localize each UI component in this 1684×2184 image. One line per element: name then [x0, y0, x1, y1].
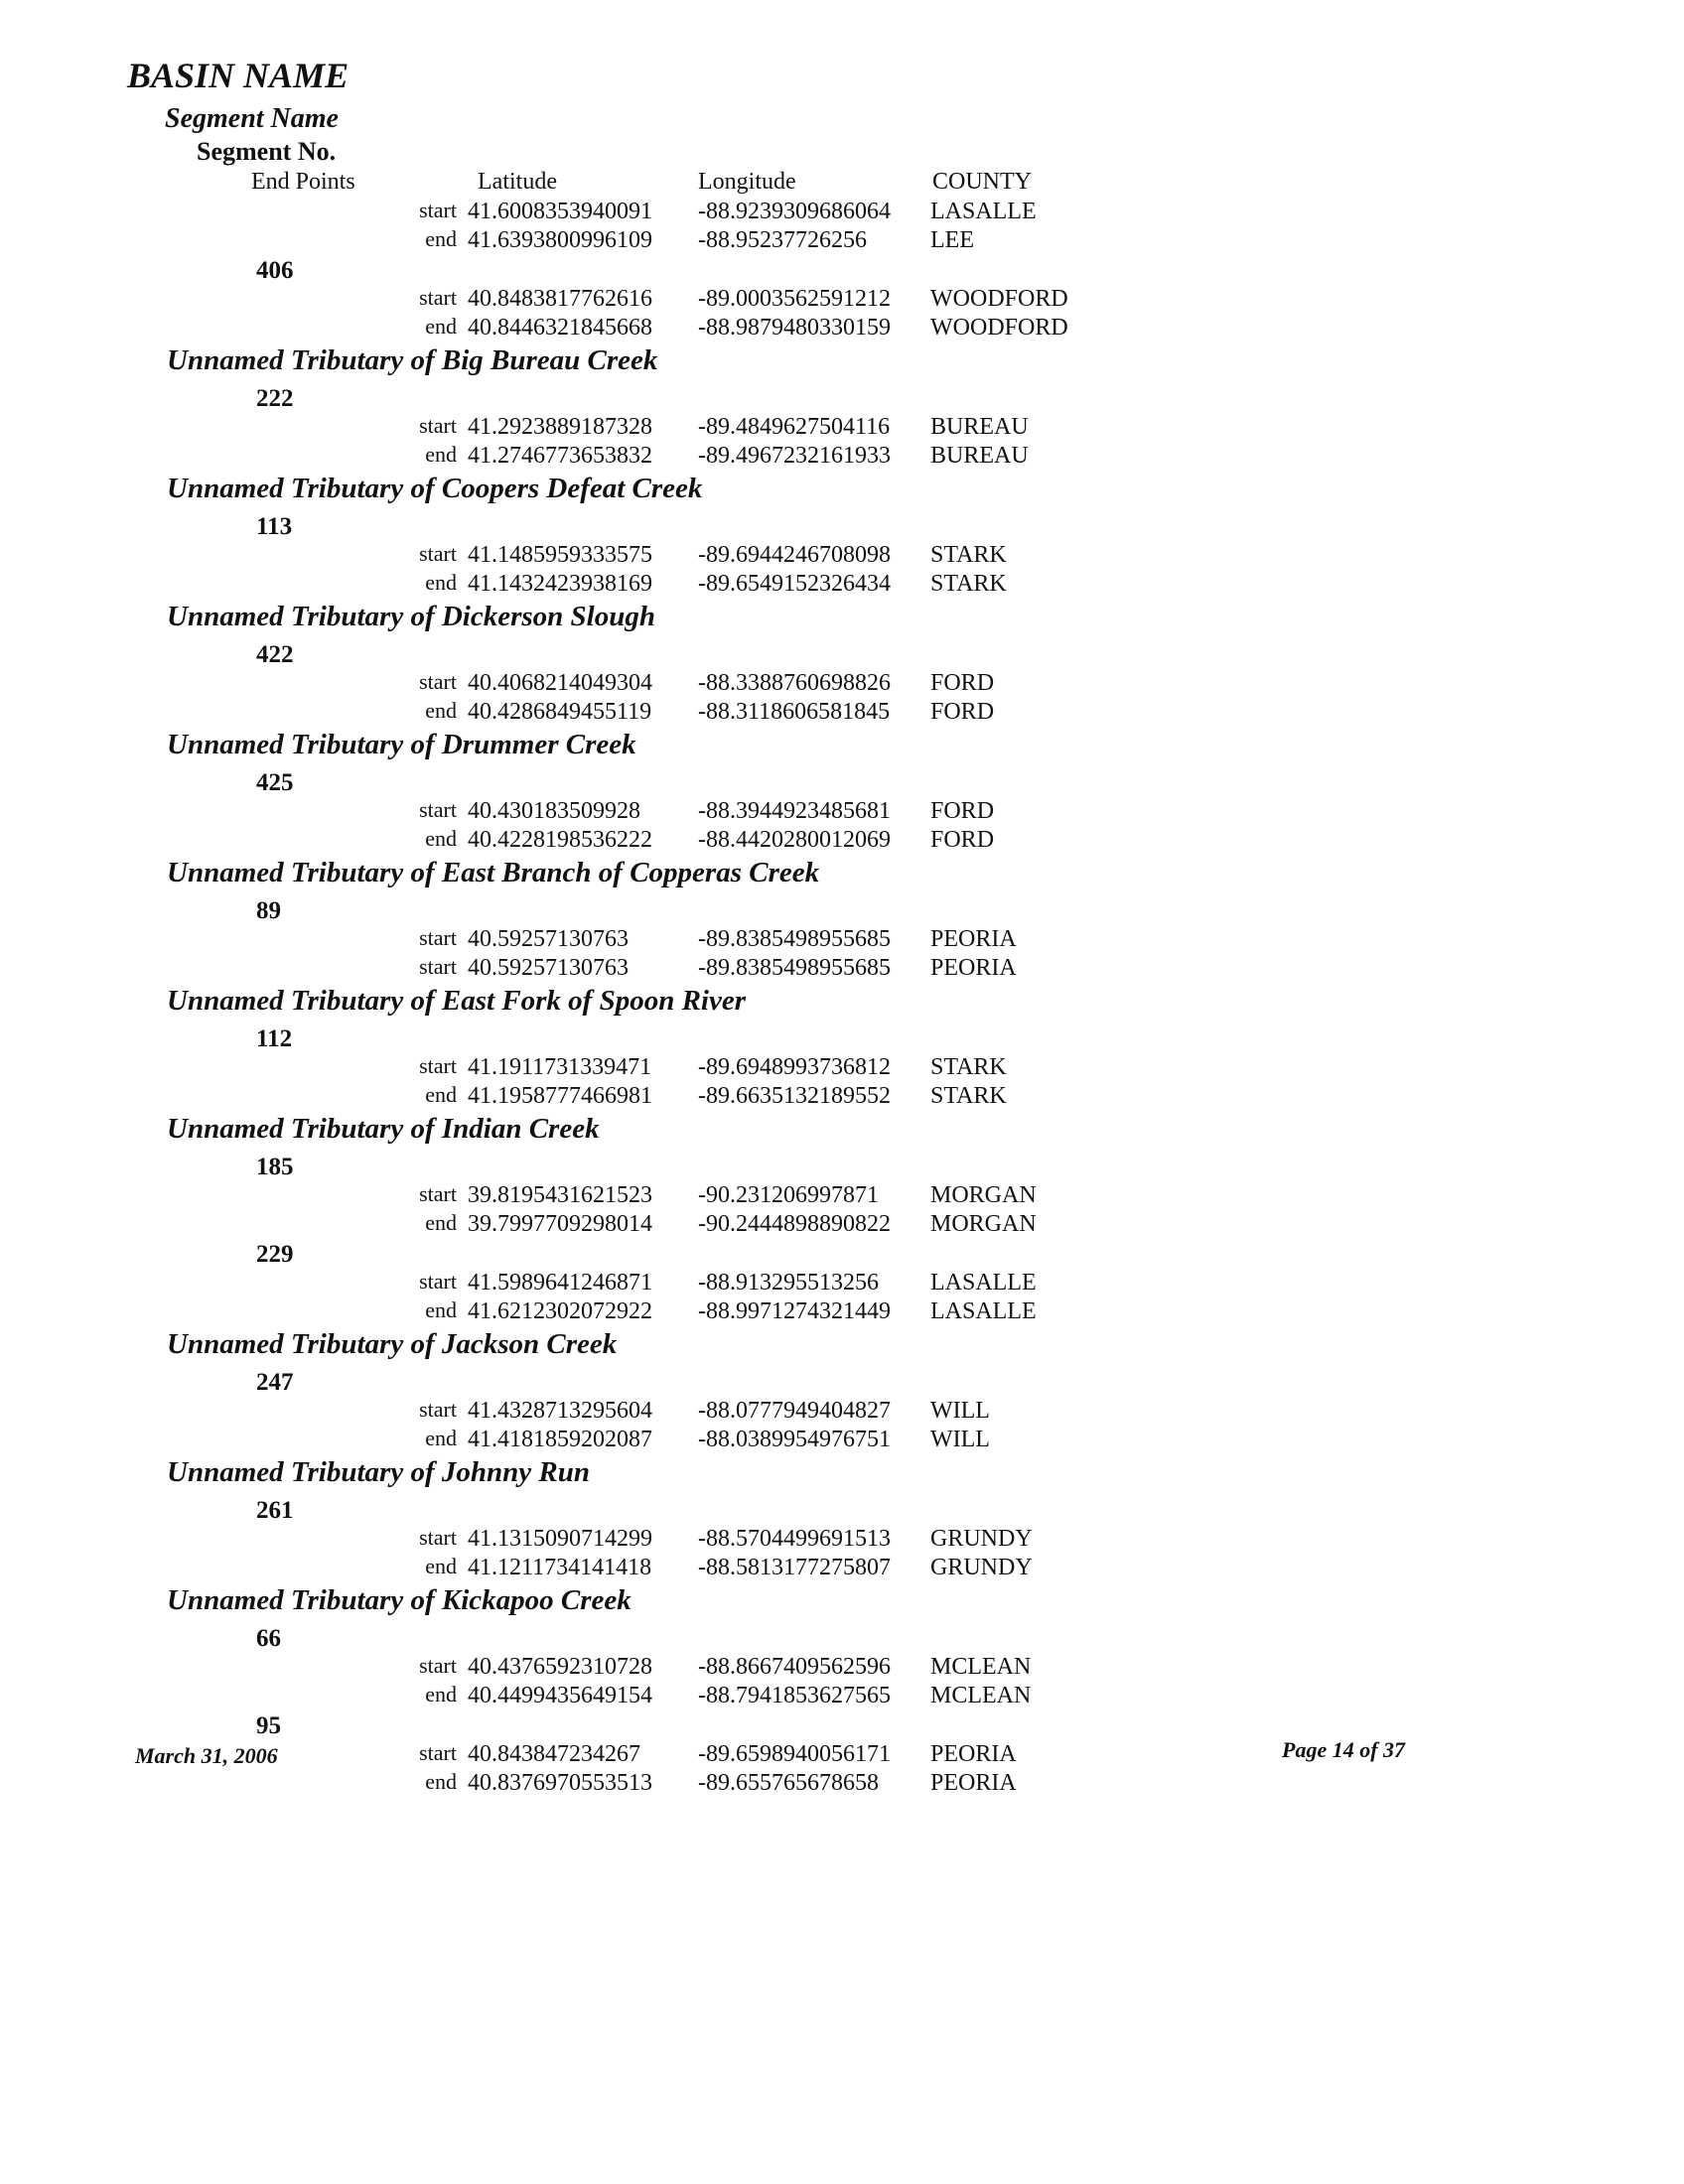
county-value: GRUNDY — [930, 1555, 1033, 1580]
latitude-value: 40.4228198536222 — [468, 827, 652, 853]
end-point-row — [0, 413, 1684, 442]
end-point-row — [0, 1682, 1684, 1710]
end-point-row — [0, 198, 1684, 226]
segment-number-row — [0, 1239, 1684, 1269]
end-point-type: end — [425, 826, 457, 851]
end-point-type: end — [425, 570, 457, 595]
end-point-type: end — [425, 226, 457, 251]
end-point-type: end — [425, 698, 457, 723]
latitude-value: 41.1958777466981 — [468, 1083, 652, 1109]
segment-number-row — [0, 1623, 1684, 1653]
county-value: WOODFORD — [930, 286, 1068, 312]
segment-number: 229 — [256, 1241, 294, 1268]
segment-number-row — [0, 1152, 1684, 1181]
segment-name-row — [0, 727, 1684, 767]
longitude-value: -88.913295513256 — [698, 1270, 879, 1296]
end-point-row — [0, 1525, 1684, 1554]
end-point-type: start — [419, 1397, 457, 1422]
segment-name-row — [0, 855, 1684, 895]
end-point-row — [0, 1297, 1684, 1326]
latitude-value: 41.5989641246871 — [468, 1270, 652, 1296]
segment-name-row — [0, 1582, 1684, 1623]
county-value: MORGAN — [930, 1182, 1037, 1208]
segment-name: Unnamed Tributary of Jackson Creek — [167, 1328, 618, 1360]
end-point-type: start — [419, 954, 457, 979]
longitude-value: -88.3944923485681 — [698, 798, 891, 824]
end-point-type: start — [419, 1525, 457, 1550]
segment-number-row — [0, 1367, 1684, 1397]
segment-name: Unnamed Tributary of East Branch of Copperas Creek — [167, 857, 820, 888]
end-point-row — [0, 1397, 1684, 1426]
county-value: STARK — [930, 542, 1007, 568]
segment-number-row — [0, 1024, 1684, 1053]
county-value: STARK — [930, 571, 1007, 597]
segment-name-row — [0, 471, 1684, 511]
segment-number: 112 — [256, 1025, 293, 1052]
longitude-value: -88.0777949404827 — [698, 1398, 891, 1424]
county-value: WILL — [930, 1398, 990, 1424]
segment-name: Unnamed Tributary of Big Bureau Creek — [167, 344, 658, 376]
column-header-latitude: Latitude — [478, 169, 557, 195]
segment-number: 89 — [256, 897, 281, 924]
end-point-row — [0, 285, 1684, 314]
end-point-type: end — [425, 314, 457, 339]
segment-name-row — [0, 1326, 1684, 1367]
longitude-value: -89.4967232161933 — [698, 443, 891, 469]
segment-number: 425 — [256, 769, 294, 796]
segment-number-row — [0, 639, 1684, 669]
column-header-end-points: End Points — [251, 169, 355, 195]
segment-name: Unnamed Tributary of Kickapoo Creek — [167, 1584, 632, 1616]
latitude-value: 39.8195431621523 — [468, 1182, 652, 1208]
latitude-value: 40.4376592310728 — [468, 1654, 652, 1680]
latitude-value: 40.4499435649154 — [468, 1683, 652, 1708]
end-point-type: start — [419, 541, 457, 566]
longitude-value: -89.655765678658 — [698, 1770, 879, 1796]
county-value: LEE — [930, 227, 974, 253]
longitude-value: -88.9971274321449 — [698, 1298, 891, 1324]
end-point-row — [0, 954, 1684, 983]
longitude-value: -88.5704499691513 — [698, 1526, 891, 1552]
latitude-value: 41.6393800996109 — [468, 227, 652, 253]
longitude-value: -88.8667409562596 — [698, 1654, 891, 1680]
segment-name-row — [0, 1111, 1684, 1152]
segment-number: 422 — [256, 641, 294, 668]
segment-number-row — [0, 767, 1684, 797]
longitude-value: -88.3388760698826 — [698, 670, 891, 696]
segment-name-row — [0, 599, 1684, 639]
segment-name-row — [0, 1454, 1684, 1495]
segment-number-row — [0, 895, 1684, 925]
segment-number: 406 — [256, 257, 294, 284]
longitude-value: -88.0389954976751 — [698, 1427, 891, 1452]
end-point-type: end — [425, 1426, 457, 1450]
longitude-value: -89.8385498955685 — [698, 926, 891, 952]
latitude-value: 40.4286849455119 — [468, 699, 652, 725]
county-value: MCLEAN — [930, 1654, 1032, 1680]
longitude-value: -88.5813177275807 — [698, 1555, 891, 1580]
county-value: PEORIA — [930, 1770, 1017, 1796]
longitude-value: -88.4420280012069 — [698, 827, 891, 853]
segment-number-row — [0, 383, 1684, 413]
segment-number: 222 — [256, 385, 294, 412]
end-point-type: end — [425, 442, 457, 467]
longitude-value: -88.9239309686064 — [698, 199, 891, 224]
latitude-value: 40.843847234267 — [468, 1741, 640, 1767]
column-header-longitude: Longitude — [698, 169, 796, 195]
longitude-value: -89.0003562591212 — [698, 286, 891, 312]
segment-no-label: Segment No. — [197, 137, 337, 166]
segment-name-row — [0, 342, 1684, 383]
end-point-type: start — [419, 1053, 457, 1078]
end-point-type: end — [425, 1082, 457, 1107]
segment-number-row — [0, 1495, 1684, 1525]
end-point-row — [0, 826, 1684, 855]
end-point-type: start — [419, 413, 457, 438]
county-value: LASALLE — [930, 199, 1037, 224]
segment-number: 247 — [256, 1369, 294, 1396]
end-point-row — [0, 698, 1684, 727]
end-point-type: start — [419, 1181, 457, 1206]
longitude-value: -89.6944246708098 — [698, 542, 891, 568]
latitude-value: 41.2923889187328 — [468, 414, 652, 440]
segment-number-row — [0, 255, 1684, 285]
county-value: STARK — [930, 1054, 1007, 1080]
end-point-type: end — [425, 1297, 457, 1322]
end-point-row — [0, 1082, 1684, 1111]
county-value: WOODFORD — [930, 315, 1068, 341]
segment-number: 66 — [256, 1625, 281, 1652]
segment-name-row — [0, 983, 1684, 1024]
end-point-type: start — [419, 669, 457, 694]
end-point-row — [0, 925, 1684, 954]
end-point-row — [0, 1769, 1684, 1798]
latitude-value: 41.4181859202087 — [468, 1427, 652, 1452]
end-point-row — [0, 541, 1684, 570]
longitude-value: -88.3118606581845 — [698, 699, 891, 725]
segment-number: 95 — [256, 1712, 281, 1739]
end-point-row — [0, 570, 1684, 599]
latitude-value: 40.430183509928 — [468, 798, 640, 824]
end-point-row — [0, 1210, 1684, 1239]
segment-name-label: Segment Name — [165, 103, 339, 134]
segment-name: Unnamed Tributary of Johnny Run — [167, 1456, 590, 1488]
end-point-row — [0, 442, 1684, 471]
latitude-value: 41.1211734141418 — [468, 1555, 652, 1580]
latitude-value: 40.8376970553513 — [468, 1770, 652, 1796]
end-point-row — [0, 669, 1684, 698]
segment-number-row — [0, 1710, 1684, 1740]
county-value: MORGAN — [930, 1211, 1037, 1237]
latitude-value: 41.4328713295604 — [468, 1398, 652, 1424]
county-value: PEORIA — [930, 926, 1017, 952]
latitude-value: 41.1911731339471 — [468, 1054, 652, 1080]
segment-name: Unnamed Tributary of Coopers Defeat Creek — [167, 473, 703, 504]
footer-page-number: Page 14 of 37 — [1282, 1737, 1406, 1762]
segment-number: 261 — [256, 1497, 294, 1524]
county-value: FORD — [930, 798, 995, 824]
longitude-value: -89.6948993736812 — [698, 1054, 891, 1080]
county-value: PEORIA — [930, 1741, 1017, 1767]
county-value: WILL — [930, 1427, 990, 1452]
latitude-value: 41.1485959333575 — [468, 542, 652, 568]
end-point-row — [0, 1181, 1684, 1210]
longitude-value: -88.7941853627565 — [698, 1683, 891, 1708]
county-value: MCLEAN — [930, 1683, 1032, 1708]
latitude-value: 40.59257130763 — [468, 926, 629, 952]
longitude-value: -88.9879480330159 — [698, 315, 891, 341]
end-point-type: start — [419, 285, 457, 310]
segment-listing — [0, 198, 1684, 1798]
end-point-type: end — [425, 1769, 457, 1794]
segment-number-row — [0, 511, 1684, 541]
end-point-row — [0, 314, 1684, 342]
segment-name: Unnamed Tributary of East Fork of Spoon River — [167, 985, 747, 1017]
latitude-value: 40.59257130763 — [468, 955, 629, 981]
latitude-value: 41.1315090714299 — [468, 1526, 652, 1552]
end-point-type: end — [425, 1554, 457, 1578]
county-value: LASALLE — [930, 1270, 1037, 1296]
segment-name: Unnamed Tributary of Indian Creek — [167, 1113, 600, 1145]
end-point-row — [0, 1053, 1684, 1082]
end-point-row — [0, 226, 1684, 255]
end-point-row — [0, 797, 1684, 826]
county-value: GRUNDY — [930, 1526, 1033, 1552]
end-point-type: end — [425, 1210, 457, 1235]
county-value: BUREAU — [930, 443, 1029, 469]
longitude-value: -90.231206997871 — [698, 1182, 879, 1208]
latitude-value: 40.8446321845668 — [468, 315, 652, 341]
segment-name: Unnamed Tributary of Drummer Creek — [167, 729, 636, 760]
end-point-type: start — [419, 1740, 457, 1765]
latitude-value: 41.6008353940091 — [468, 199, 652, 224]
end-point-type: start — [419, 198, 457, 222]
latitude-value: 40.4068214049304 — [468, 670, 652, 696]
end-point-row — [0, 1426, 1684, 1454]
segment-number: 113 — [256, 513, 293, 540]
latitude-value: 39.7997709298014 — [468, 1211, 652, 1237]
segment-number: 185 — [256, 1154, 294, 1180]
end-point-row — [0, 1554, 1684, 1582]
county-value: PEORIA — [930, 955, 1017, 981]
latitude-value: 41.6212302072922 — [468, 1298, 652, 1324]
longitude-value: -89.6635132189552 — [698, 1083, 891, 1109]
end-point-type: start — [419, 1269, 457, 1294]
longitude-value: -88.95237726256 — [698, 227, 867, 253]
latitude-value: 41.2746773653832 — [468, 443, 652, 469]
end-point-type: start — [419, 797, 457, 822]
end-point-type: start — [419, 925, 457, 950]
county-value: FORD — [930, 670, 995, 696]
end-point-type: start — [419, 1653, 457, 1678]
county-value: FORD — [930, 827, 995, 853]
column-header-row — [0, 170, 1684, 200]
latitude-value: 41.1432423938169 — [468, 571, 652, 597]
county-value: STARK — [930, 1083, 1007, 1109]
county-value: LASALLE — [930, 1298, 1037, 1324]
end-point-row — [0, 1653, 1684, 1682]
footer-date: March 31, 2006 — [135, 1743, 278, 1768]
column-header-county: COUNTY — [932, 169, 1032, 195]
county-value: BUREAU — [930, 414, 1029, 440]
longitude-value: -90.2444898890822 — [698, 1211, 891, 1237]
longitude-value: -89.6549152326434 — [698, 571, 891, 597]
segment-name: Unnamed Tributary of Dickerson Slough — [167, 601, 655, 632]
end-point-type: end — [425, 1682, 457, 1706]
basin-name-heading: BASIN NAME — [127, 56, 350, 95]
longitude-value: -89.8385498955685 — [698, 955, 891, 981]
longitude-value: -89.6598940056171 — [698, 1741, 891, 1767]
county-value: FORD — [930, 699, 995, 725]
latitude-value: 40.8483817762616 — [468, 286, 652, 312]
end-point-row — [0, 1269, 1684, 1297]
longitude-value: -89.4849627504116 — [698, 414, 891, 440]
